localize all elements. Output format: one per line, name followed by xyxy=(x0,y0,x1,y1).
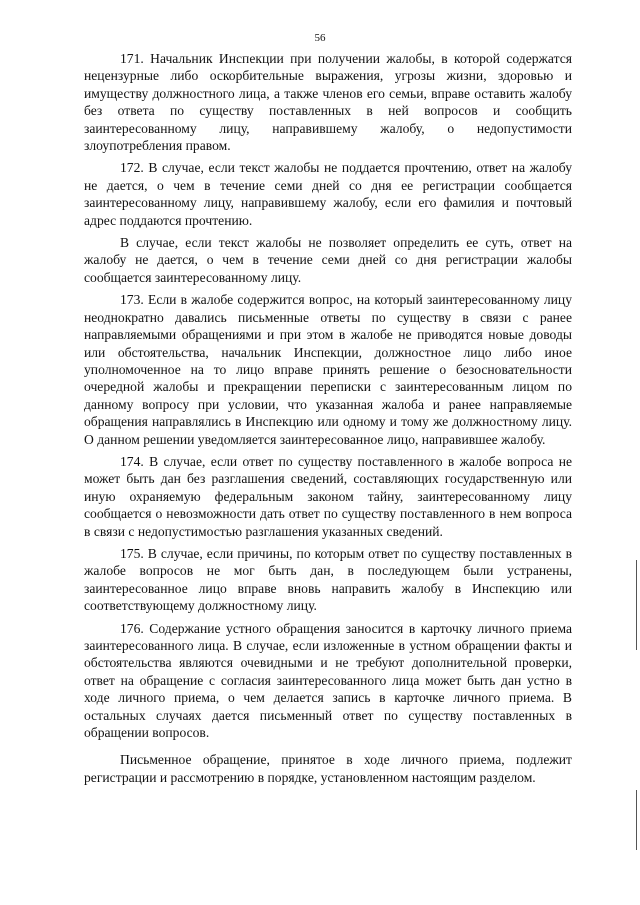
paragraph-171: 171. Начальник Инспекции при получении жалобы, в которой содержатся нецензурные либо оскорбительные выражения, угрозы жизни, здоровью и имуществу должностного лица, а также членов его семьи, вправе оставить жалобу без ответа по существу поставленных в ней вопросов и сообщить заинтересованному лицу, направившему жалобу, о недопустимости злоупотребления правом. xyxy=(84,51,572,154)
document-body xyxy=(84,50,572,786)
page-number: 56 xyxy=(314,32,326,44)
paragraph-176: 176. Содержание устного обращения заносится в карточку личного приема заинтересованного лица. В случае, если изложенные в устном обращении факты и обстоятельства являются очевидными и не требуют дополнительной проверки, ответ на обращение с согласия заинтересованного лица может быть дан устно в ходе личного приема, о чем делается запись в карточке личного приема. В остальных случаях дается письменный ответ по существу поставленных в обращении вопросов. xyxy=(84,620,572,741)
paragraph-176-continued: Письменное обращение, принятое в ходе личного приема, подлежит регистрации и рассмотрению в порядке, установленном настоящим разделом. xyxy=(84,752,572,785)
scan-edge-mark-upper xyxy=(636,560,637,650)
scan-edge-mark-lower xyxy=(636,790,637,850)
paragraph-175: 175. В случае, если причины, по которым ответ по существу поставленных в жалобе вопросов не мог быть дан, в последующем были устранены, заинтересованное лицо вправе вновь направить жалобу в Инспекцию или соответствующему должностному лицу. xyxy=(84,545,572,614)
paragraph-172-continued: В случае, если текст жалобы не позволяет определить ее суть, ответ на жалобу не дается, о чем в течение семи дней со дня регистрации жалобы сообщается заинтересованному лицу. xyxy=(84,235,572,285)
paragraph-173: 173. Если в жалобе содержится вопрос, на который заинтересованному лицу неоднократно давались письменные ответы по существу в связи с ранее направляемыми обращениями и при этом в жалобе не приводятся новые доводы или обстоятельства, начальник Инспекции, должностное лицо либо иное уполномоченное на то лицо вправе принять решение о безосновательности очередной жалобы и прекращении переписки с заинтересованным лицом по данному вопросу при условии, что указанная жалоба и ранее направляемые обращения направлялись в Инспекцию или одному и тому же должностному лицу. О данном решении уведомляется заинтересованное лицо, направившее жалобу. xyxy=(84,292,572,447)
paragraph-172: 172. В случае, если текст жалобы не поддается прочтению, ответ на жалобу не дается, о чем в течение семи дней со дня ее регистрации сообщается заинтересованному лицу, направившему жалобу, если его фамилия и почтовый адрес поддаются прочтению. xyxy=(84,160,572,228)
paragraph-174: 174. В случае, если ответ по существу поставленного в жалобе вопроса не может быть дан без разглашения сведений, составляющих государственную или иную охраняемую федеральным законом тайну, заинтересованному лицу сообщается о невозможности дать ответ по существу поставленного в нем вопроса в связи с недопустимостью разглашения указанных сведений. xyxy=(84,453,572,539)
